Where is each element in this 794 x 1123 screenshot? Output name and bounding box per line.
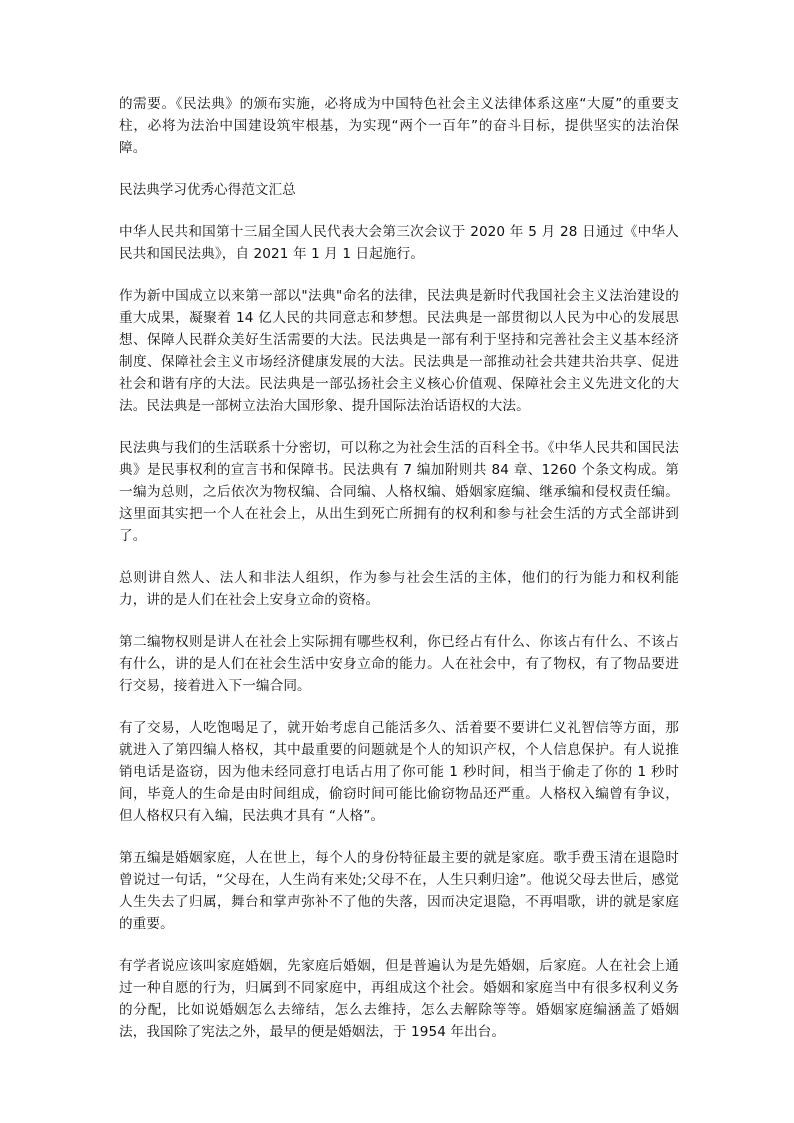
paragraph-adoption: 中华人民共和国第十三届全国人民代表大会第三次会议于 2020 年 5 月 28 日通过《中华人民共和国民法典》，自 2021 年 1 月 1 日起施行。 xyxy=(119,224,679,262)
section-heading: 民法典学习优秀心得范文汇总 xyxy=(119,182,296,198)
paragraph-property-rights: 第二编物权则是讲人在社会上实际拥有哪些权利，你已经占有什么、你该占有什么、不该占有什么，讲的是人们在社会生活中安身立命的能力。人在社会中，有了物权，有了物品要进行交易，接着进入下一编合同。 xyxy=(119,634,679,694)
paragraph-significance: 作为新中国成立以来第一部以"法典"命名的法律，民法典是新时代我国社会主义法治建设的重大成果，凝聚着 14 亿人民的共同意志和梦想。民法典是一部贯彻以人民为中心的发展思想、保障人民群众美好生活需要的大法。民法典是一部有利于坚持和完善社会主义基本经济制度、保障社会主义市场经济健康发展的大法。民法典是一部推动社会共建共治共享、促进社会和谐有序的大法。民法典是一部弘扬社会主义核心价值观、保障社会主义先进文化的大法。民法典是一部树立法治大国形象、提升国际法治话语权的大法。 xyxy=(119,288,679,414)
paragraph-marriage-law: 有学者说应该叫家庭婚姻，先家庭后婚姻，但是普遍认为是先婚姻，后家庭。人在社会上通过一种自愿的行为，归属到不同家庭中，再组成这个社会。婚姻和家庭当中有很多权利义务的分配，比如说婚姻怎么去缔结，怎么去维持，怎么去解除等等。婚姻家庭编涵盖了婚姻法，我国除了宪法之外，最早的便是婚姻法，于 1954 年出台。 xyxy=(119,958,679,1040)
paragraph-intro-continued: 的需要。《民法典》的颁布实施，必将成为中国特色社会主义法律体系这座“大厦”的重要支柱，必将为法治中国建设筑牢根基，为实现“两个一百年”的奋斗目标，提供坚实的法治保障。 xyxy=(119,96,679,156)
paragraph-personality-rights: 有了交易，人吃饱喝足了，就开始考虑自己能活多久、活着要不要讲仁义礼智信等方面，那就进入了第四编人格权，其中最重要的问题就是个人的知识产权，个人信息保护。有人说推销电话是盗窃，因为他未经同意打电话占用了你可能 1 秒时间，相当于偷走了你的 1 秒时间，毕竟人的生命是由时间组成，偷窃时间可能比偷窃物品还严重。人格权入编曾有争议，但人格权只有入编，民法典才具有 “人格”。 xyxy=(119,720,679,824)
paragraph-encyclopedia: 民法典与我们的生活联系十分密切，可以称之为社会生活的百科全书。《中华人民共和国民法典》是民事权利的宣言书和保障书。民法典有 7 编加附则共 84 章、1260 个条文构成。第一编为总则，之后依次为物权编、合同编、人格权编、婚姻家庭编、继承编和侵权责任编。这里面其实把一个人在社会上，从出生到死亡所拥有的权利和参与社会生活的方式全部讲到了。 xyxy=(119,440,679,544)
paragraph-general-provisions: 总则讲自然人、法人和非法人组织，作为参与社会生活的主体，他们的行为能力和权利能力，讲的是人们在社会上安身立命的资格。 xyxy=(119,570,679,608)
document-page xyxy=(119,93,679,1063)
paragraph-marriage-family: 第五编是婚姻家庭，人在世上，每个人的身份特征最主要的就是家庭。歌手费玉清在退隐时曾说过一句话，“父母在，人生尚有来处;父母不在，人生只剩归途”。他说父母去世后，感觉人生失去了归属，舞台和掌声弥补不了他的失落，因而决定退隐，不再唱歌，讲的就是家庭的重要。 xyxy=(119,850,679,932)
